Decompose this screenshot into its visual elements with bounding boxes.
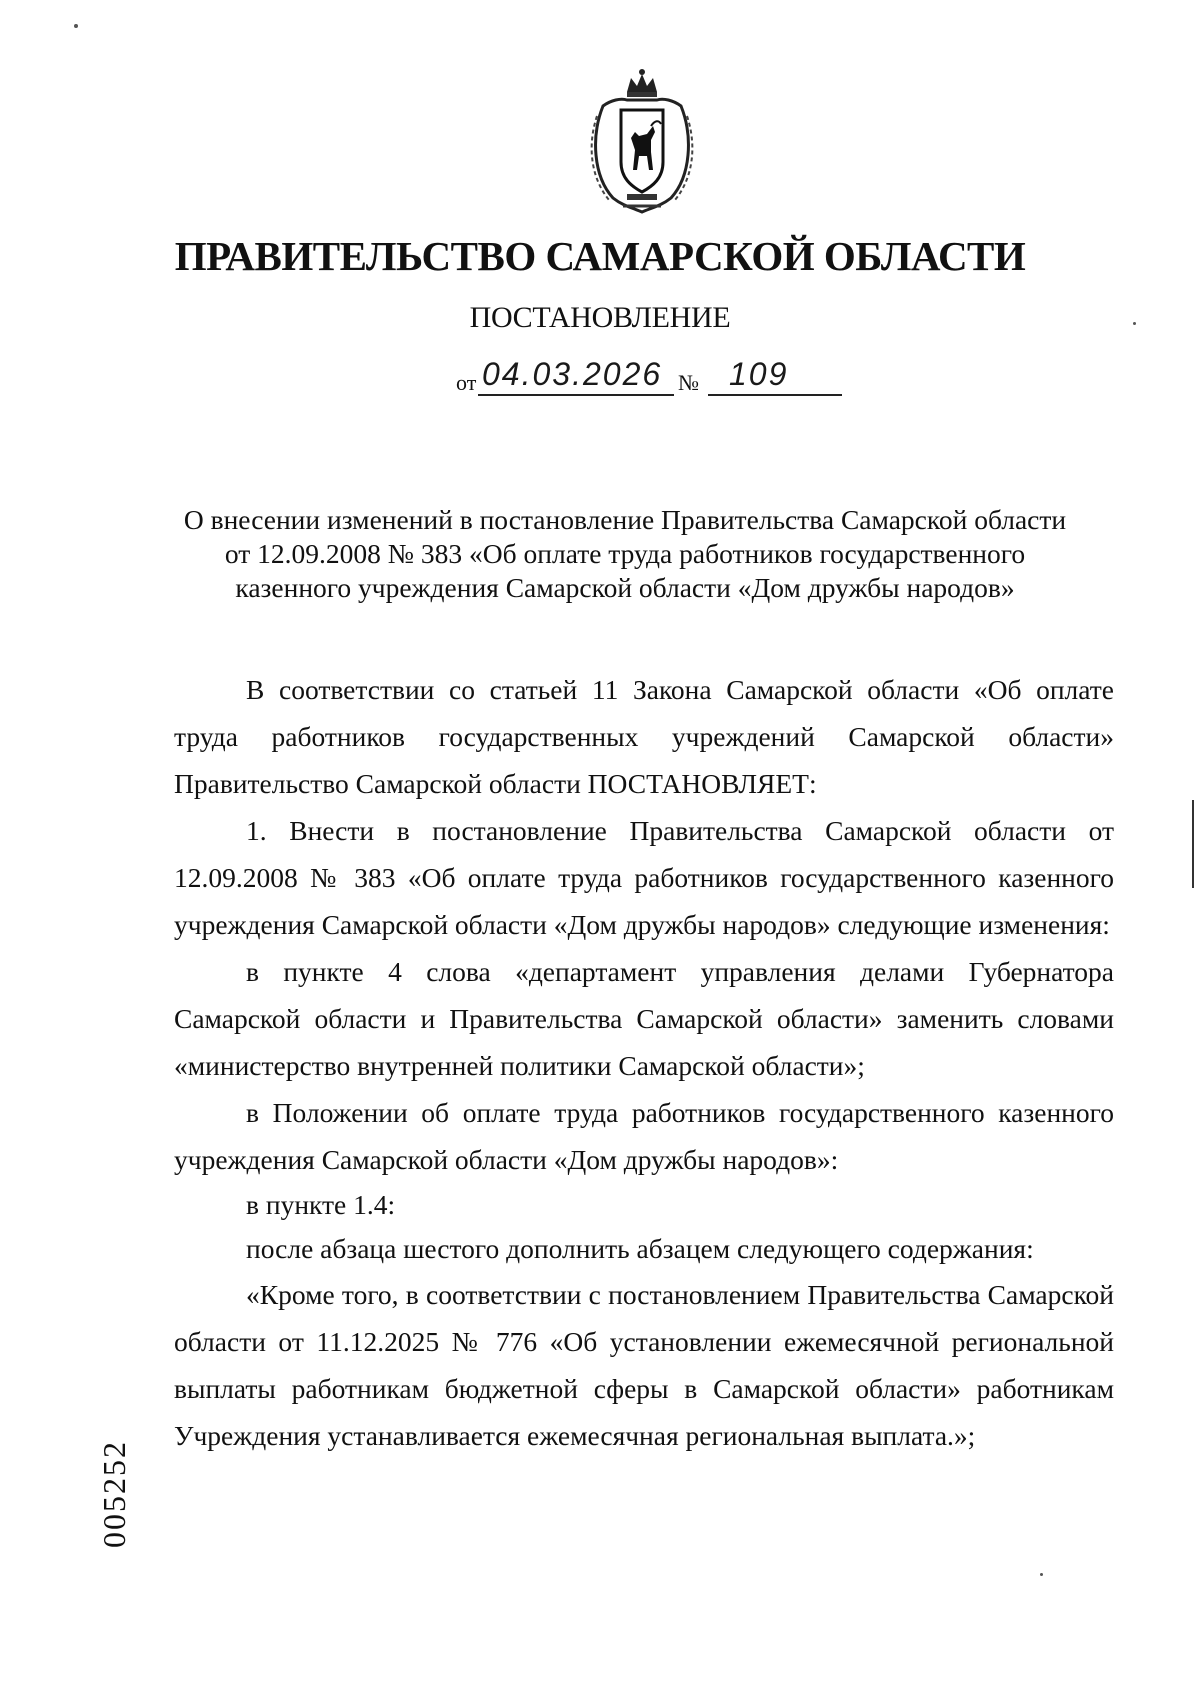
number-prefix: № xyxy=(678,370,699,395)
body-paragraph: В соответствии со статьей 11 Закона Самарской области «Об оплате труда работников государственных учреждений Самарской области» Правительство Самарской области ПОСТАНОВЛЯЕТ: xyxy=(174,674,1114,799)
serial-number: 005252 xyxy=(96,1440,132,1548)
scan-speck xyxy=(74,24,78,28)
body-paragraph: в пункте 1.4: xyxy=(246,1189,396,1220)
date-number-line xyxy=(456,356,846,398)
document-subject xyxy=(150,503,1100,605)
date-prefix: от xyxy=(456,370,477,395)
body-paragraph: 1. Внести в постановление Правительства Самарской области от 12.09.2008 № 383 «Об оплате труда работников государственного казенного учреждения Самарской области «Дом дружбы народов» следующие изменения: xyxy=(174,815,1114,940)
subject-line: О внесении изменений в постановление Правительства Самарской области xyxy=(183,504,1067,535)
subject-line: от 12.09.2008 № 383 «Об оплате труда работников государственного xyxy=(224,538,1026,569)
scan-speck xyxy=(1133,322,1136,325)
handwritten-number: 109 xyxy=(729,356,789,392)
scan-speck xyxy=(1040,1573,1043,1576)
document-type: ПОСТАНОВЛЕНИЕ xyxy=(469,301,731,334)
subject-line: казенного учреждения Самарской области «Дом дружбы народов» xyxy=(235,572,1015,603)
body-paragraph: в пункте 4 слова «департамент управления делами Губернатора Самарской области и Правительства Самарской области» заменить словами «министерство внутренней политики Самарской области»; xyxy=(174,956,1114,1081)
coat-of-arms-emblem xyxy=(583,66,701,216)
date-underline xyxy=(478,394,674,396)
body-paragraph: в Положении об оплате труда работников государственного казенного учреждения Самарской области «Дом дружбы народов»: xyxy=(174,1097,1114,1175)
organization-title: ПРАВИТЕЛЬСТВО САМАРСКОЙ ОБЛАСТИ xyxy=(174,233,1026,279)
scan-edge-mark xyxy=(1192,800,1194,888)
document-body xyxy=(174,666,1114,1459)
handwritten-date: 04.03.2026 xyxy=(482,356,663,392)
body-paragraph: «Кроме того, в соответствии с постановлением Правительства Самарской области от 11.12.2025 № 776 «Об установлении ежемесячной региональной выплаты работникам бюджетной сферы в Самарской области» работникам Учреждения устанавливается ежемесячная региональная выплата.»; xyxy=(174,1279,1114,1451)
number-underline xyxy=(708,394,842,396)
body-paragraph: после абзаца шестого дополнить абзацем следующего содержания: xyxy=(246,1233,1034,1264)
coat-of-arms-icon xyxy=(583,66,701,216)
